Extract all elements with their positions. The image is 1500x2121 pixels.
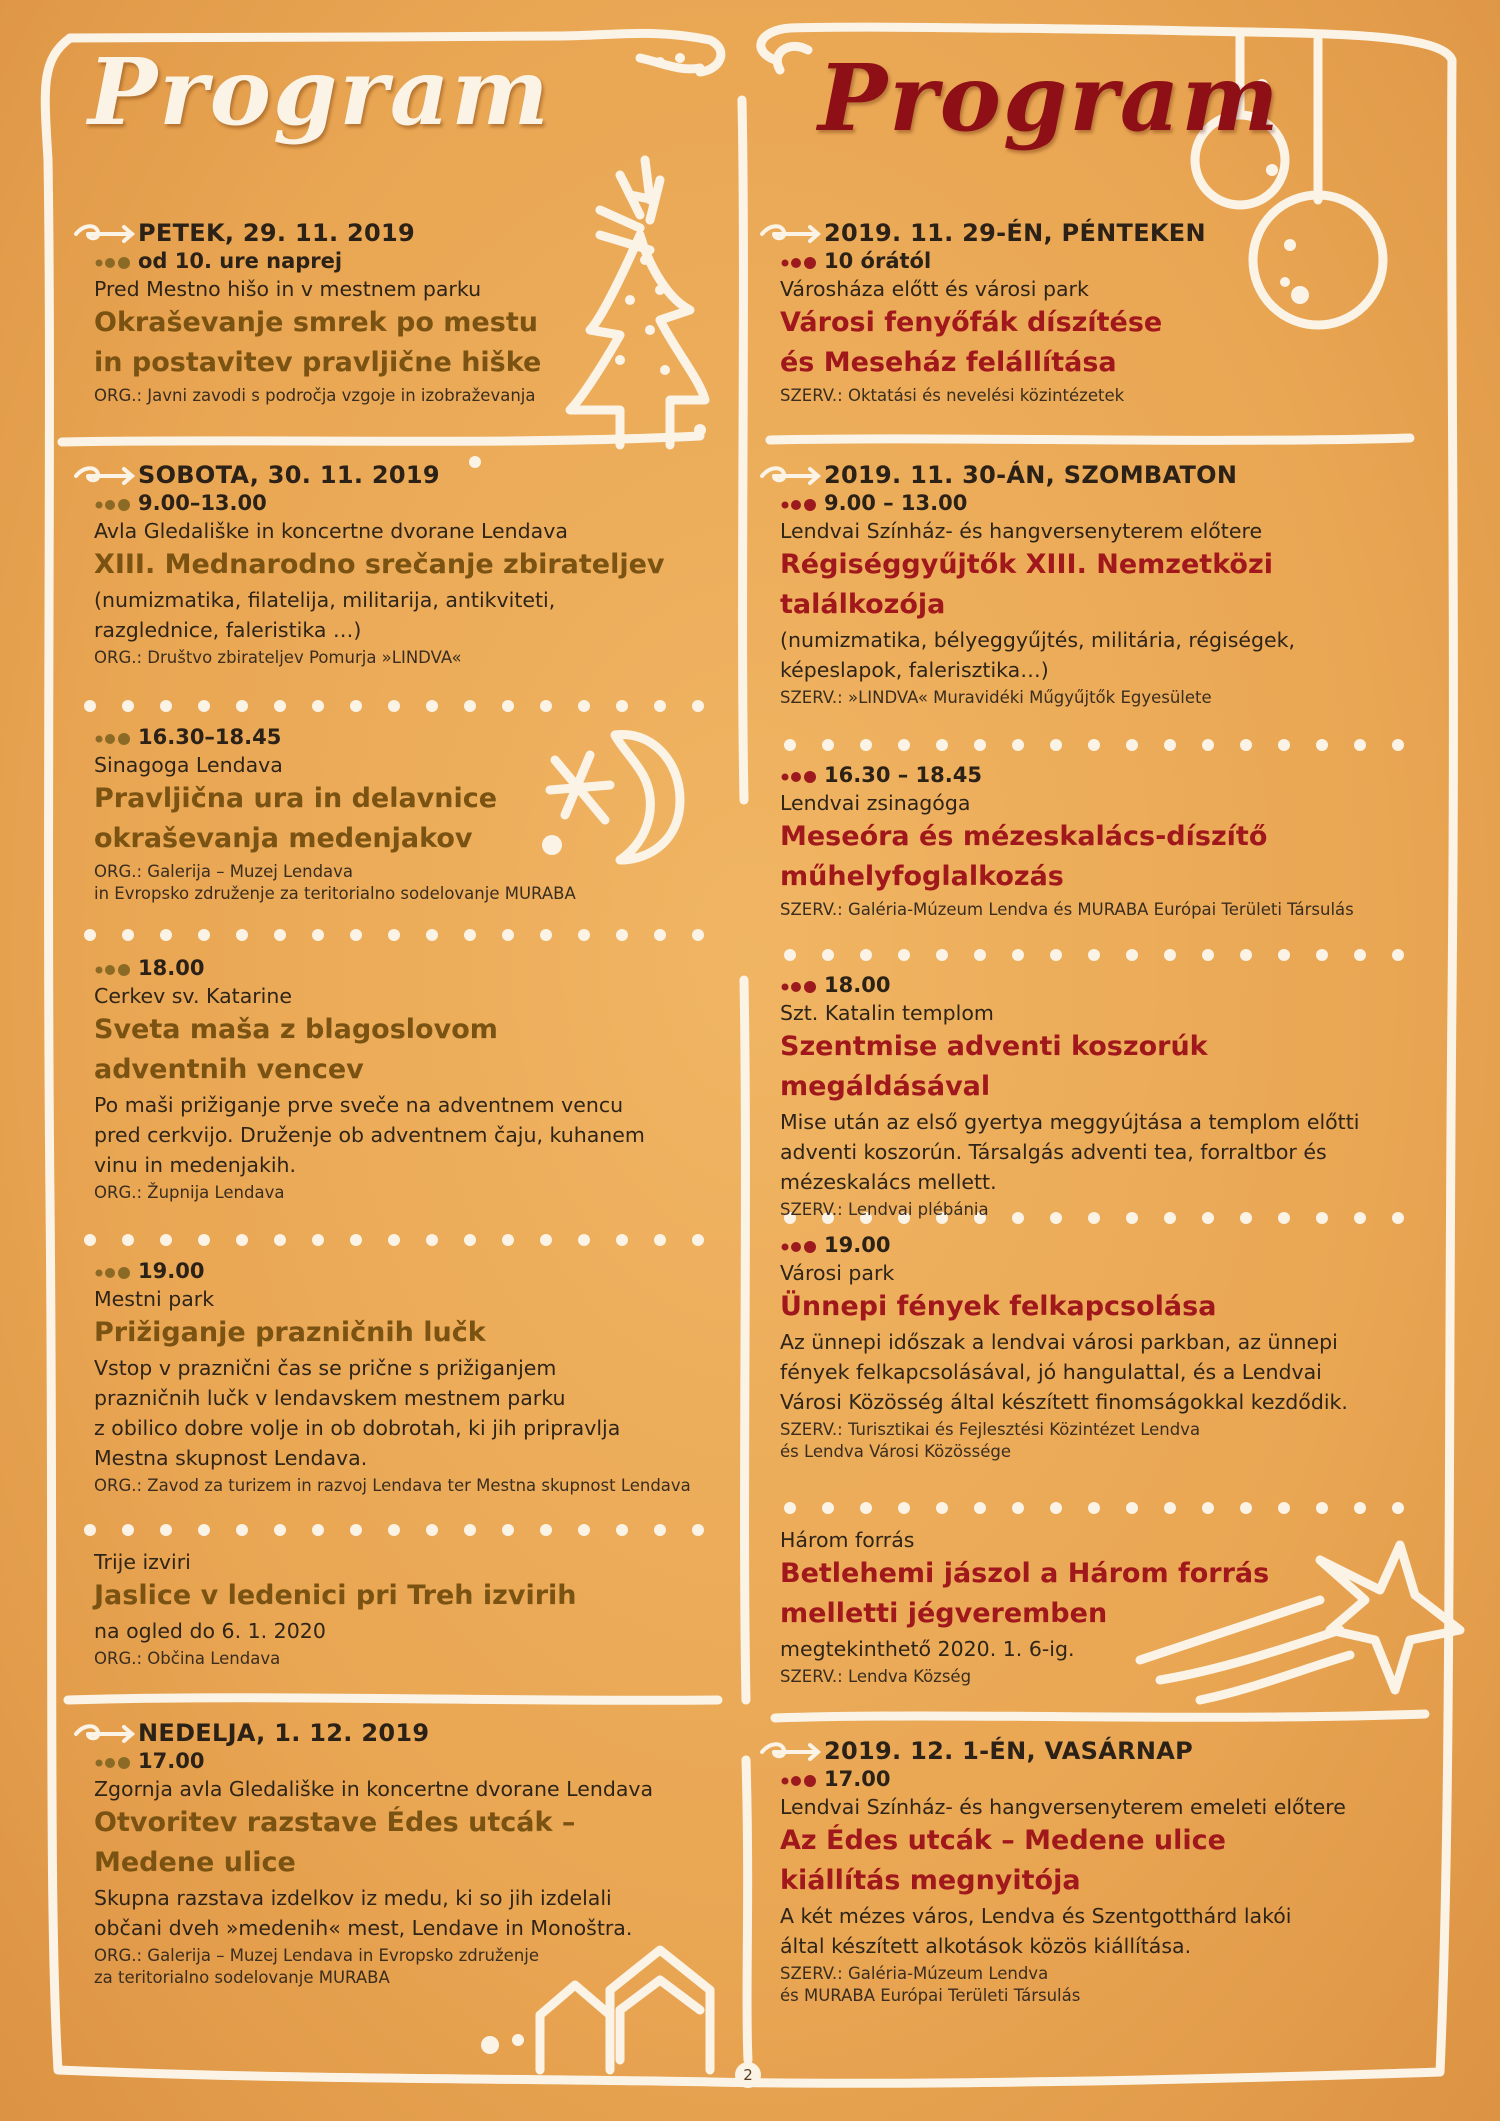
event-place: Szt. Katalin templom: [780, 1001, 994, 1025]
time-bullet-icon: [94, 732, 136, 745]
time-bullet-icon: [94, 256, 136, 269]
event-text: (numizmatika, bélyeggyűjtés, militária, régiségek,: [780, 628, 1296, 652]
time-bullet-icon: [94, 1266, 136, 1279]
event-place: Három forrás: [780, 1528, 915, 1552]
event-time: od 10. ure naprej: [94, 248, 694, 275]
swirl-arrow-icon: [74, 464, 136, 486]
dotted-divider: [84, 1524, 704, 1536]
event-text: Az ünnepi időszak a lendvai városi parkban, az ünnepi: [780, 1330, 1338, 1354]
event-text: A két mézes város, Lendva és Szentgotthárd lakói: [780, 1904, 1292, 1928]
event-text: občani dveh »medenih« mest, Lendave in Monoštra.: [94, 1916, 633, 1940]
event-organizer: ORG.: Društvo zbirateljev Pomurja »LINDVA«: [94, 648, 462, 667]
event-time: 18.00: [780, 972, 1420, 999]
event-headline: melletti jégveremben: [780, 1598, 1108, 1629]
event-time: 19.00: [780, 1232, 1420, 1259]
day-heading: NEDELJA, 1. 12. 2019: [94, 1718, 714, 1748]
event-organizer: és MURABA Európai Területi Társulás: [780, 1986, 1081, 2005]
time-bullet-icon: [780, 770, 822, 783]
event-headline: Jaslice v ledenici pri Treh izvirih: [94, 1580, 577, 1611]
day-block-sl-saturday: [94, 460, 694, 669]
event-block-hu-lights: [780, 1232, 1420, 1463]
time-bullet-icon: [94, 1756, 136, 1769]
event-text: Városi Közösség által készített finomságokkal kezdődik.: [780, 1390, 1348, 1414]
event-headline: Sveta maša z blagoslovom: [94, 1014, 498, 1045]
event-organizer: SZERV.: Galéria-Múzeum Lendva és MURABA Európai Területi Társulás: [780, 900, 1354, 919]
column-divider: [742, 100, 748, 2060]
event-text: (numizmatika, filatelija, militarija, antikviteti,: [94, 588, 556, 612]
event-time: 17.00: [780, 1766, 1420, 1793]
event-organizer: SZERV.: Turisztikai és Fejlesztési Közintézet Lendva: [780, 1420, 1201, 1439]
event-text: Vstop v praznični čas se prične s prižiganjem: [94, 1356, 557, 1380]
swirl-arrow-icon: [760, 1740, 822, 1762]
event-headline: Városi fenyőfák díszítése: [780, 307, 1163, 338]
page-number: 2: [735, 2062, 761, 2088]
event-headline: találkozója: [780, 589, 946, 620]
event-text: Mestna skupnost Lendava.: [94, 1446, 368, 1470]
event-text: Mise után az első gyertya meggyújtása a templom előtti: [780, 1110, 1360, 1134]
event-headline: Régiséggyűjtők XIII. Nemzetközi: [780, 549, 1273, 580]
event-block-sl-nativity: [94, 1548, 694, 1670]
event-place: Lendvai Színház- és hangversenyterem előtere: [780, 519, 1263, 543]
event-place: Zgornja avla Gledališke in koncertne dvorane Lendava: [94, 1777, 654, 1801]
event-place: Avla Gledališke in koncertne dvorane Lendava: [94, 519, 568, 543]
event-headline: Prižiganje prazničnih lučk: [94, 1317, 486, 1348]
event-organizer: ORG.: Župnija Lendava: [94, 1183, 285, 1202]
event-text: adventi koszorún. Társalgás adventi tea, forraltbor és: [780, 1140, 1327, 1164]
time-bullet-icon: [780, 256, 822, 269]
event-time: 9.00–13.00: [94, 490, 694, 517]
event-block-sl-synagogue: [94, 724, 694, 905]
event-time: 17.00: [94, 1748, 714, 1775]
event-headline: Otvoritev razstave Édes utcák –: [94, 1807, 576, 1838]
event-place: Mestni park: [94, 1287, 215, 1311]
event-block-hu-nativity: [780, 1526, 1340, 1688]
event-text: pred cerkvijo. Druženje ob adventnem čaju, kuhanem: [94, 1123, 645, 1147]
day-heading: SOBOTA, 30. 11. 2019: [94, 460, 694, 490]
swirl-arrow-icon: [760, 464, 822, 486]
time-bullet-icon: [780, 498, 822, 511]
day-block-hu-sunday: [780, 1736, 1420, 2007]
event-text: mézeskalács mellett.: [780, 1170, 997, 1194]
event-organizer: ORG.: Zavod za turizem in razvoj Lendava ter Mestna skupnost Lendava: [94, 1476, 691, 1495]
event-place: Lendvai zsinagóga: [780, 791, 971, 815]
day-block-sl-friday: [94, 218, 694, 407]
event-text: megtekinthető 2020. 1. 6-ig.: [780, 1637, 1075, 1661]
event-text: prazničnih lučk v lendavskem mestnem parku: [94, 1386, 566, 1410]
dotted-divider: [84, 700, 704, 712]
event-organizer: ORG.: Občina Lendava: [94, 1649, 281, 1668]
event-headline: Az Édes utcák – Medene ulice: [780, 1825, 1226, 1856]
event-headline: és Meseház felállítása: [780, 347, 1117, 378]
event-organizer: in Evropsko združenje za teritorialno sodelovanje MURABA: [94, 884, 576, 903]
event-place: Lendvai Színház- és hangversenyterem emeleti előtere: [780, 1795, 1346, 1819]
event-headline: Medene ulice: [94, 1847, 296, 1878]
event-organizer: SZERV.: Oktatási és nevelési közintézetek: [780, 386, 1125, 405]
time-bullet-icon: [780, 980, 822, 993]
dotted-divider: [784, 739, 1404, 751]
dotted-divider: [784, 949, 1404, 961]
event-organizer: SZERV.: Lendva Község: [780, 1667, 972, 1686]
divider-line-hu: [770, 438, 1410, 440]
time-bullet-icon: [780, 1240, 822, 1253]
event-text: na ogled do 6. 1. 2020: [94, 1619, 326, 1643]
event-place: Cerkev sv. Katarine: [94, 984, 292, 1008]
event-organizer: és Lendva Városi Közössége: [780, 1442, 1011, 1461]
day-block-hu-saturday: [780, 460, 1420, 709]
dotted-divider: [84, 1234, 704, 1246]
event-text: képeslapok, falerisztika…): [780, 658, 1049, 682]
day-heading: 2019. 11. 30-ÁN, SZOMBATON: [780, 460, 1420, 490]
event-time: 19.00: [94, 1258, 734, 1285]
event-time: 18.00: [94, 955, 714, 982]
event-text: Skupna razstava izdelkov iz medu, ki so jih izdelali: [94, 1886, 612, 1910]
event-headline: adventnih vencev: [94, 1054, 364, 1085]
event-text: razglednice, faleristika …): [94, 618, 362, 642]
event-headline: műhelyfoglalkozás: [780, 861, 1064, 892]
event-headline: Szentmise adventi koszorúk megáldásával: [780, 1031, 1208, 1102]
event-place: Trije izviri: [94, 1550, 191, 1574]
event-block-hu-mass: [780, 972, 1420, 1221]
event-place: Városháza előtt és városi park: [780, 277, 1089, 301]
event-headline: okraševanja medenjakov: [94, 823, 473, 854]
day-heading: PETEK, 29. 11. 2019: [94, 218, 694, 248]
event-time: 10 órától: [780, 248, 1400, 275]
time-bullet-icon: [780, 1774, 822, 1787]
event-headline: in postavitev pravljične hiške: [94, 347, 542, 378]
dotted-divider: [784, 1502, 1404, 1514]
event-text: vinu in medenjakih.: [94, 1153, 297, 1177]
day-block-sl-sunday: [94, 1718, 714, 1989]
event-headline: Meseóra és mézeskalács-díszítő: [780, 821, 1268, 852]
program-title-hu: Program: [818, 44, 1281, 152]
program-title-sl: Program: [88, 38, 551, 146]
swirl-arrow-icon: [760, 222, 822, 244]
dotted-divider: [84, 929, 704, 941]
time-bullet-icon: [94, 963, 136, 976]
day-heading: 2019. 12. 1-ÉN, VASÁRNAP: [780, 1736, 1420, 1766]
event-place: Városi park: [780, 1261, 895, 1285]
event-organizer: za teritorialno sodelovanje MURABA: [94, 1968, 390, 1987]
event-place: Sinagoga Lendava: [94, 753, 283, 777]
event-organizer: ORG.: Javni zavodi s področja vzgoje in izobraževanja: [94, 386, 536, 405]
event-headline: XIII. Mednarodno srečanje zbirateljev: [94, 549, 665, 580]
event-headline: Pravljična ura in delavnice: [94, 783, 498, 814]
event-text: fények felkapcsolásával, jó hangulattal, és a Lendvai: [780, 1360, 1322, 1384]
swirl-arrow-icon: [74, 222, 136, 244]
event-text: z obilico dobre volje in ob dobrotah, ki jih pripravlja: [94, 1416, 621, 1440]
event-block-sl-lights: [94, 1258, 734, 1497]
event-time: 16.30–18.45: [94, 724, 694, 751]
event-time: 16.30 – 18.45: [780, 762, 1420, 789]
divider-line-sl: [62, 436, 700, 442]
star-ornament: [1320, 1545, 1460, 1690]
time-bullet-icon: [94, 498, 136, 511]
event-text: Po maši prižiganje prve sveče na adventnem vencu: [94, 1093, 624, 1117]
event-block-hu-synagogue: [780, 762, 1420, 921]
day-heading: 2019. 11. 29-ÉN, PÉNTEKEN: [780, 218, 1400, 248]
event-headline: kiállítás megnyitója: [780, 1865, 1081, 1896]
event-organizer: SZERV.: Galéria-Múzeum Lendva: [780, 1964, 1049, 1983]
day-block-hu-friday: [780, 218, 1400, 407]
event-headline: Okraševanje smrek po mestu: [94, 307, 538, 338]
swirl-arrow-icon: [74, 1722, 136, 1744]
event-block-sl-mass: [94, 955, 714, 1204]
event-time: 9.00 – 13.00: [780, 490, 1420, 517]
event-organizer: ORG.: Galerija – Muzej Lendava in Evropsko združenje: [94, 1946, 540, 1965]
event-organizer: SZERV.: Lendvai plébánia: [780, 1200, 989, 1219]
event-organizer: SZERV.: »LINDVA« Muravidéki Műgyűjtők Egyesülete: [780, 688, 1212, 707]
event-place: Pred Mestno hišo in v mestnem parku: [94, 277, 482, 301]
event-organizer: ORG.: Galerija – Muzej Lendava: [94, 862, 354, 881]
event-headline: Betlehemi jászol a Három forrás: [780, 1558, 1270, 1589]
event-headline: Ünnepi fények felkapcsolása: [780, 1291, 1217, 1322]
event-text: által készített alkotások közös kiállítása.: [780, 1934, 1192, 1958]
